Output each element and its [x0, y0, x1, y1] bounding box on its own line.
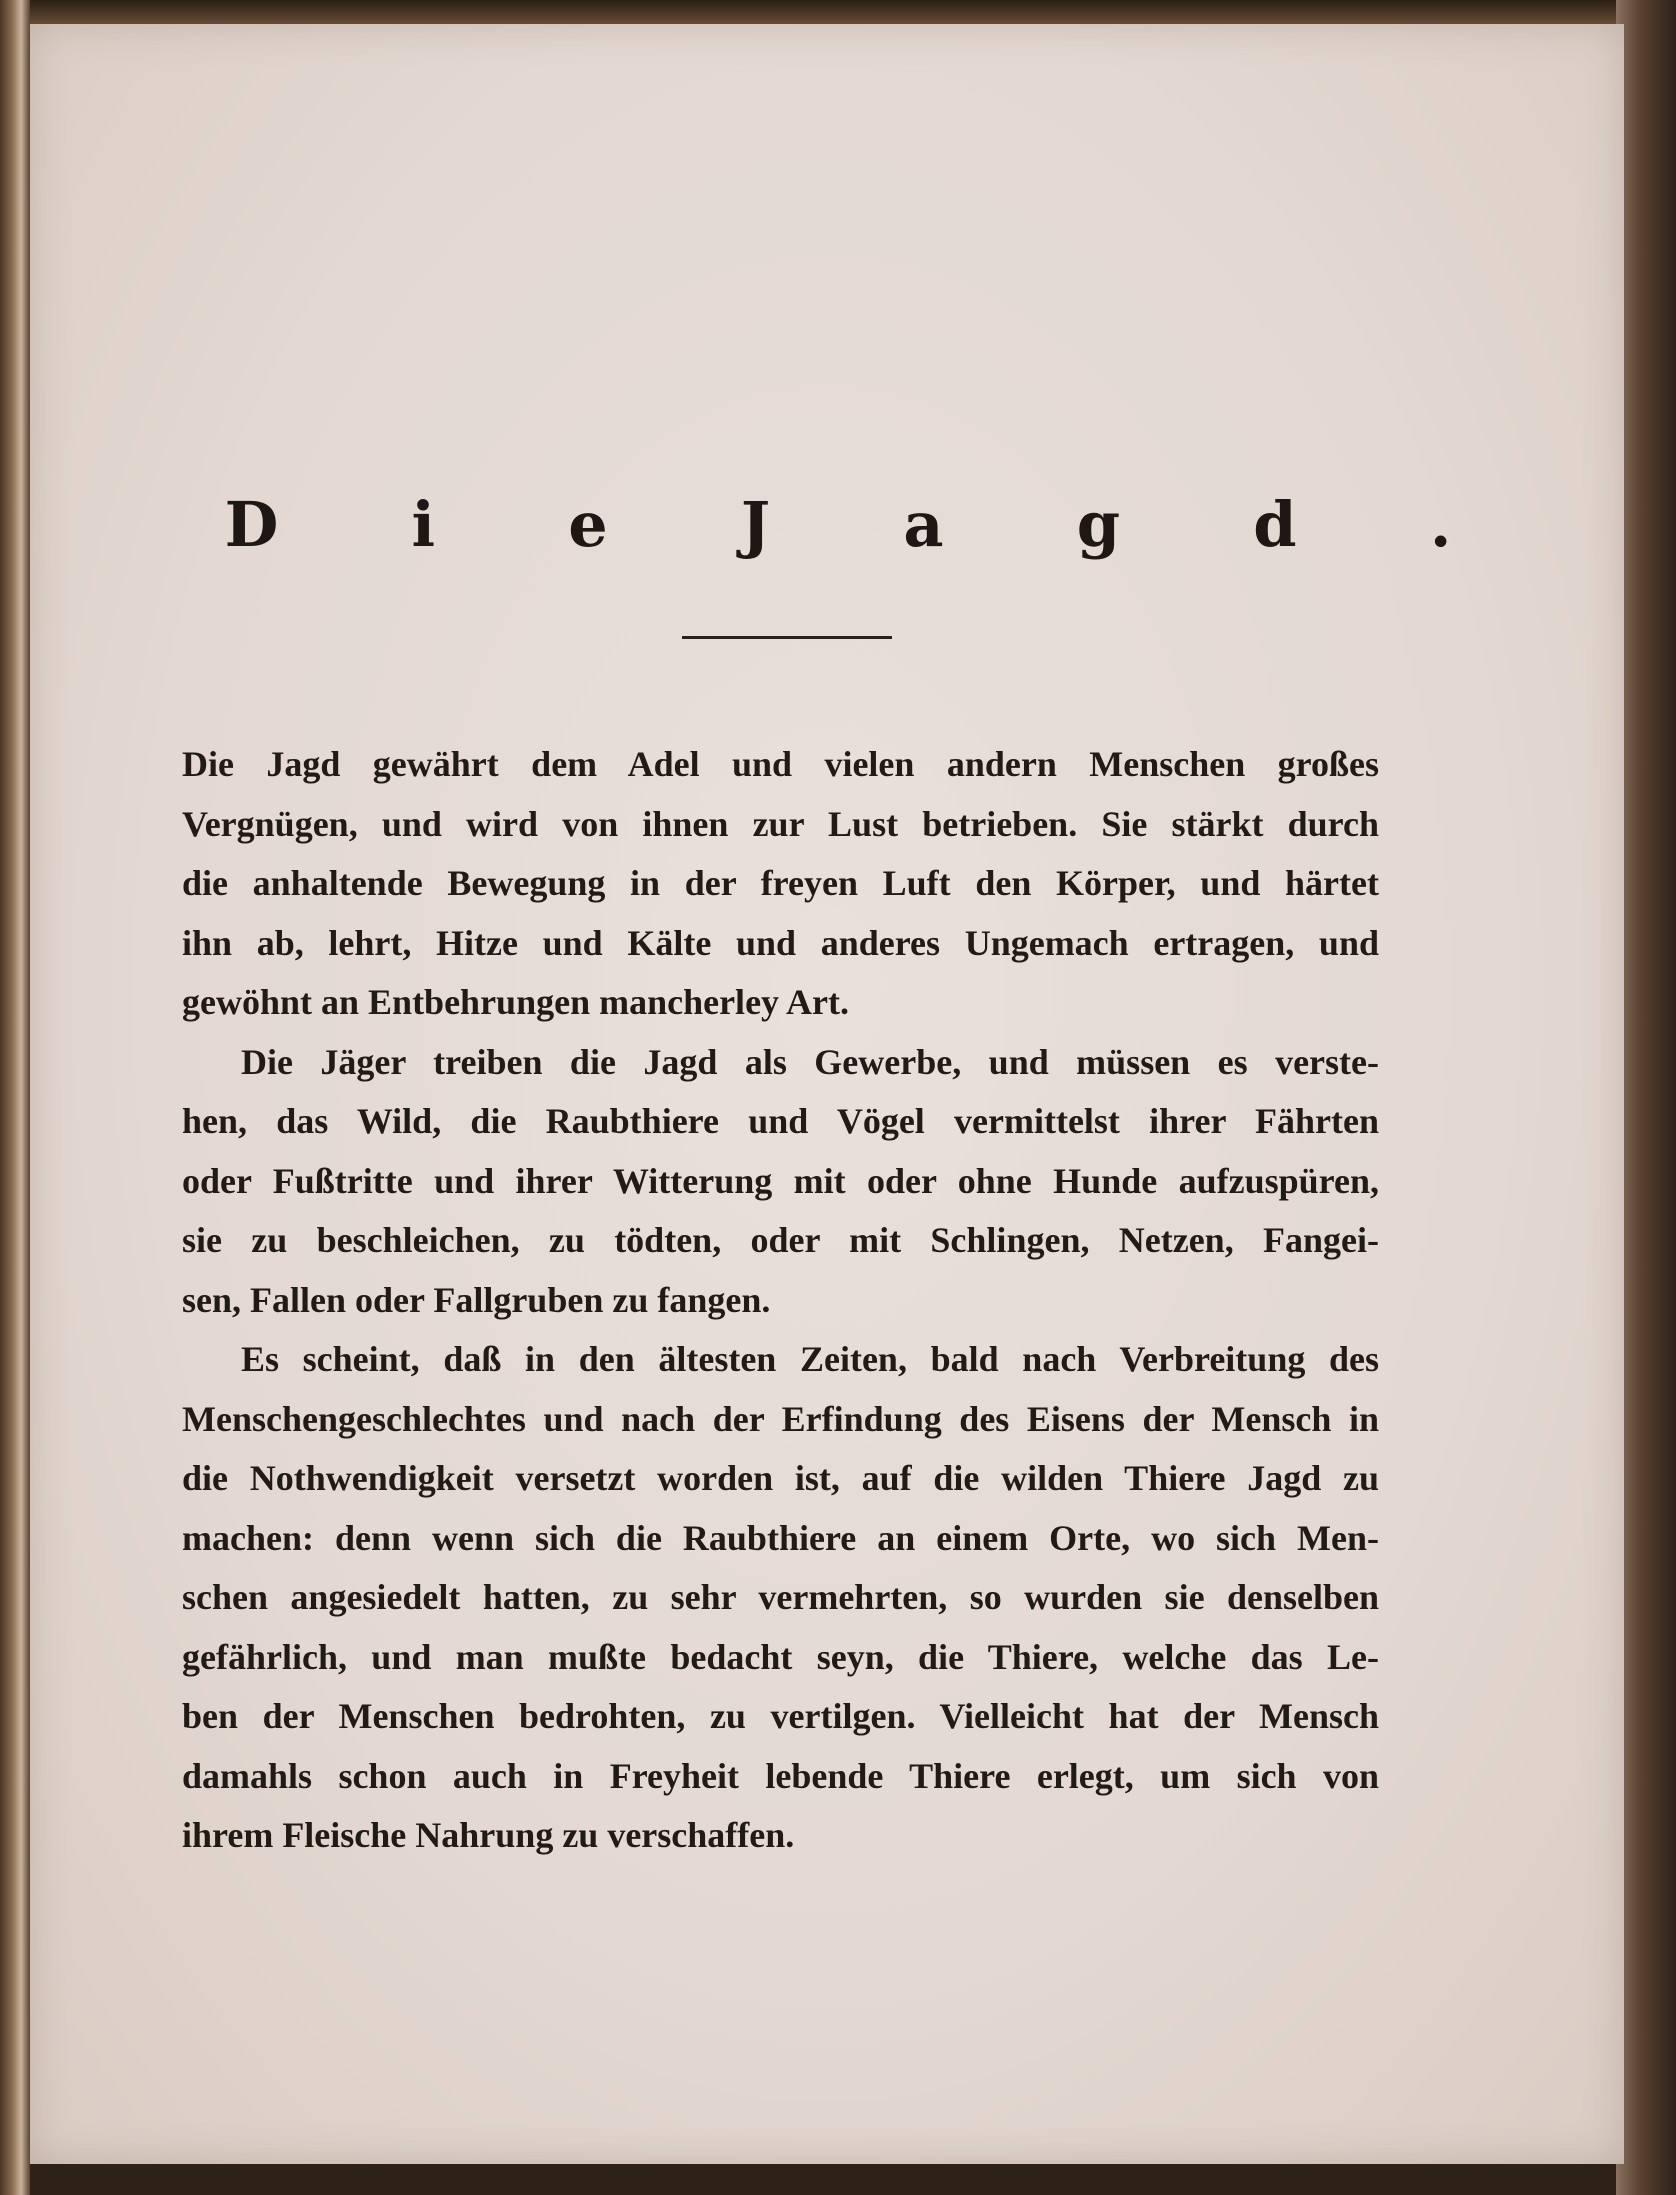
- text-line: sen, Fallen oder Fallgruben zu fangen.: [182, 1279, 771, 1320]
- text-line: Die Jagd gewährt dem Adel und vielen andern Menschen großes: [182, 744, 1379, 784]
- text-line: ben der Menschen bedrohten, zu vertilgen. Vielleicht hat der Mensch: [182, 1696, 1379, 1736]
- text-line: ihn ab, lehrt, Hitze und Kälte und anderes Ungemach ertragen, und: [182, 922, 1379, 963]
- text-line: schen angesiedelt hatten, zu sehr vermehrten, so wurden sie denselben: [182, 1577, 1379, 1617]
- text-line: sie zu beschleichen, zu tödten, oder mit Schlingen, Netzen, Fangei-: [182, 1220, 1379, 1260]
- book-binding: [0, 0, 30, 2195]
- title-divider: [682, 636, 892, 639]
- text-line: ihrem Fleische Nahrung zu verschaffen.: [182, 1815, 795, 1855]
- text-line: oder Fußtritte und ihrer Witterung mit oder ohne Hunde aufzuspüren,: [182, 1160, 1379, 1201]
- text-line: Vergnügen, und wird von ihnen zur Lust betrieben. Sie stärkt durch: [182, 803, 1379, 844]
- text-line: hen, das Wild, die Raubthiere und Vögel vermittelst ihrer Fährten: [182, 1101, 1379, 1141]
- book-top-edge: [0, 0, 1676, 26]
- text-line: die Nothwendigkeit versetzt worden ist, auf die wilden Thiere Jagd zu: [182, 1458, 1379, 1498]
- text-line: gefährlich, und man mußte bedacht seyn, die Thiere, welche das Le-: [182, 1636, 1379, 1677]
- text-line: Es scheint, daß in den ältesten Zeiten, bald nach Verbreitung des: [241, 1339, 1379, 1379]
- text-line: Menschengeschlechtes und nach der Erfindung des Eisens der Mensch in: [182, 1398, 1379, 1439]
- text-line: die anhaltende Bewegung in der freyen Luft den Körper, und härtet: [182, 863, 1379, 903]
- chapter-title: D i e J a g d .: [224, 488, 1508, 561]
- book-right-edge: [1616, 0, 1676, 2195]
- text-line: gewöhnt an Entbehrungen mancherley Art.: [182, 982, 850, 1022]
- text-line: machen: denn wenn sich die Raubthiere an einem Orte, wo sich Men-: [182, 1517, 1379, 1558]
- text-line: Die Jäger treiben die Jagd als Gewerbe, und müssen es verste-: [241, 1041, 1379, 1082]
- text-line: damahls schon auch in Freyheit lebende Thiere erlegt, um sich von: [182, 1755, 1379, 1796]
- body-text: [182, 735, 1379, 1866]
